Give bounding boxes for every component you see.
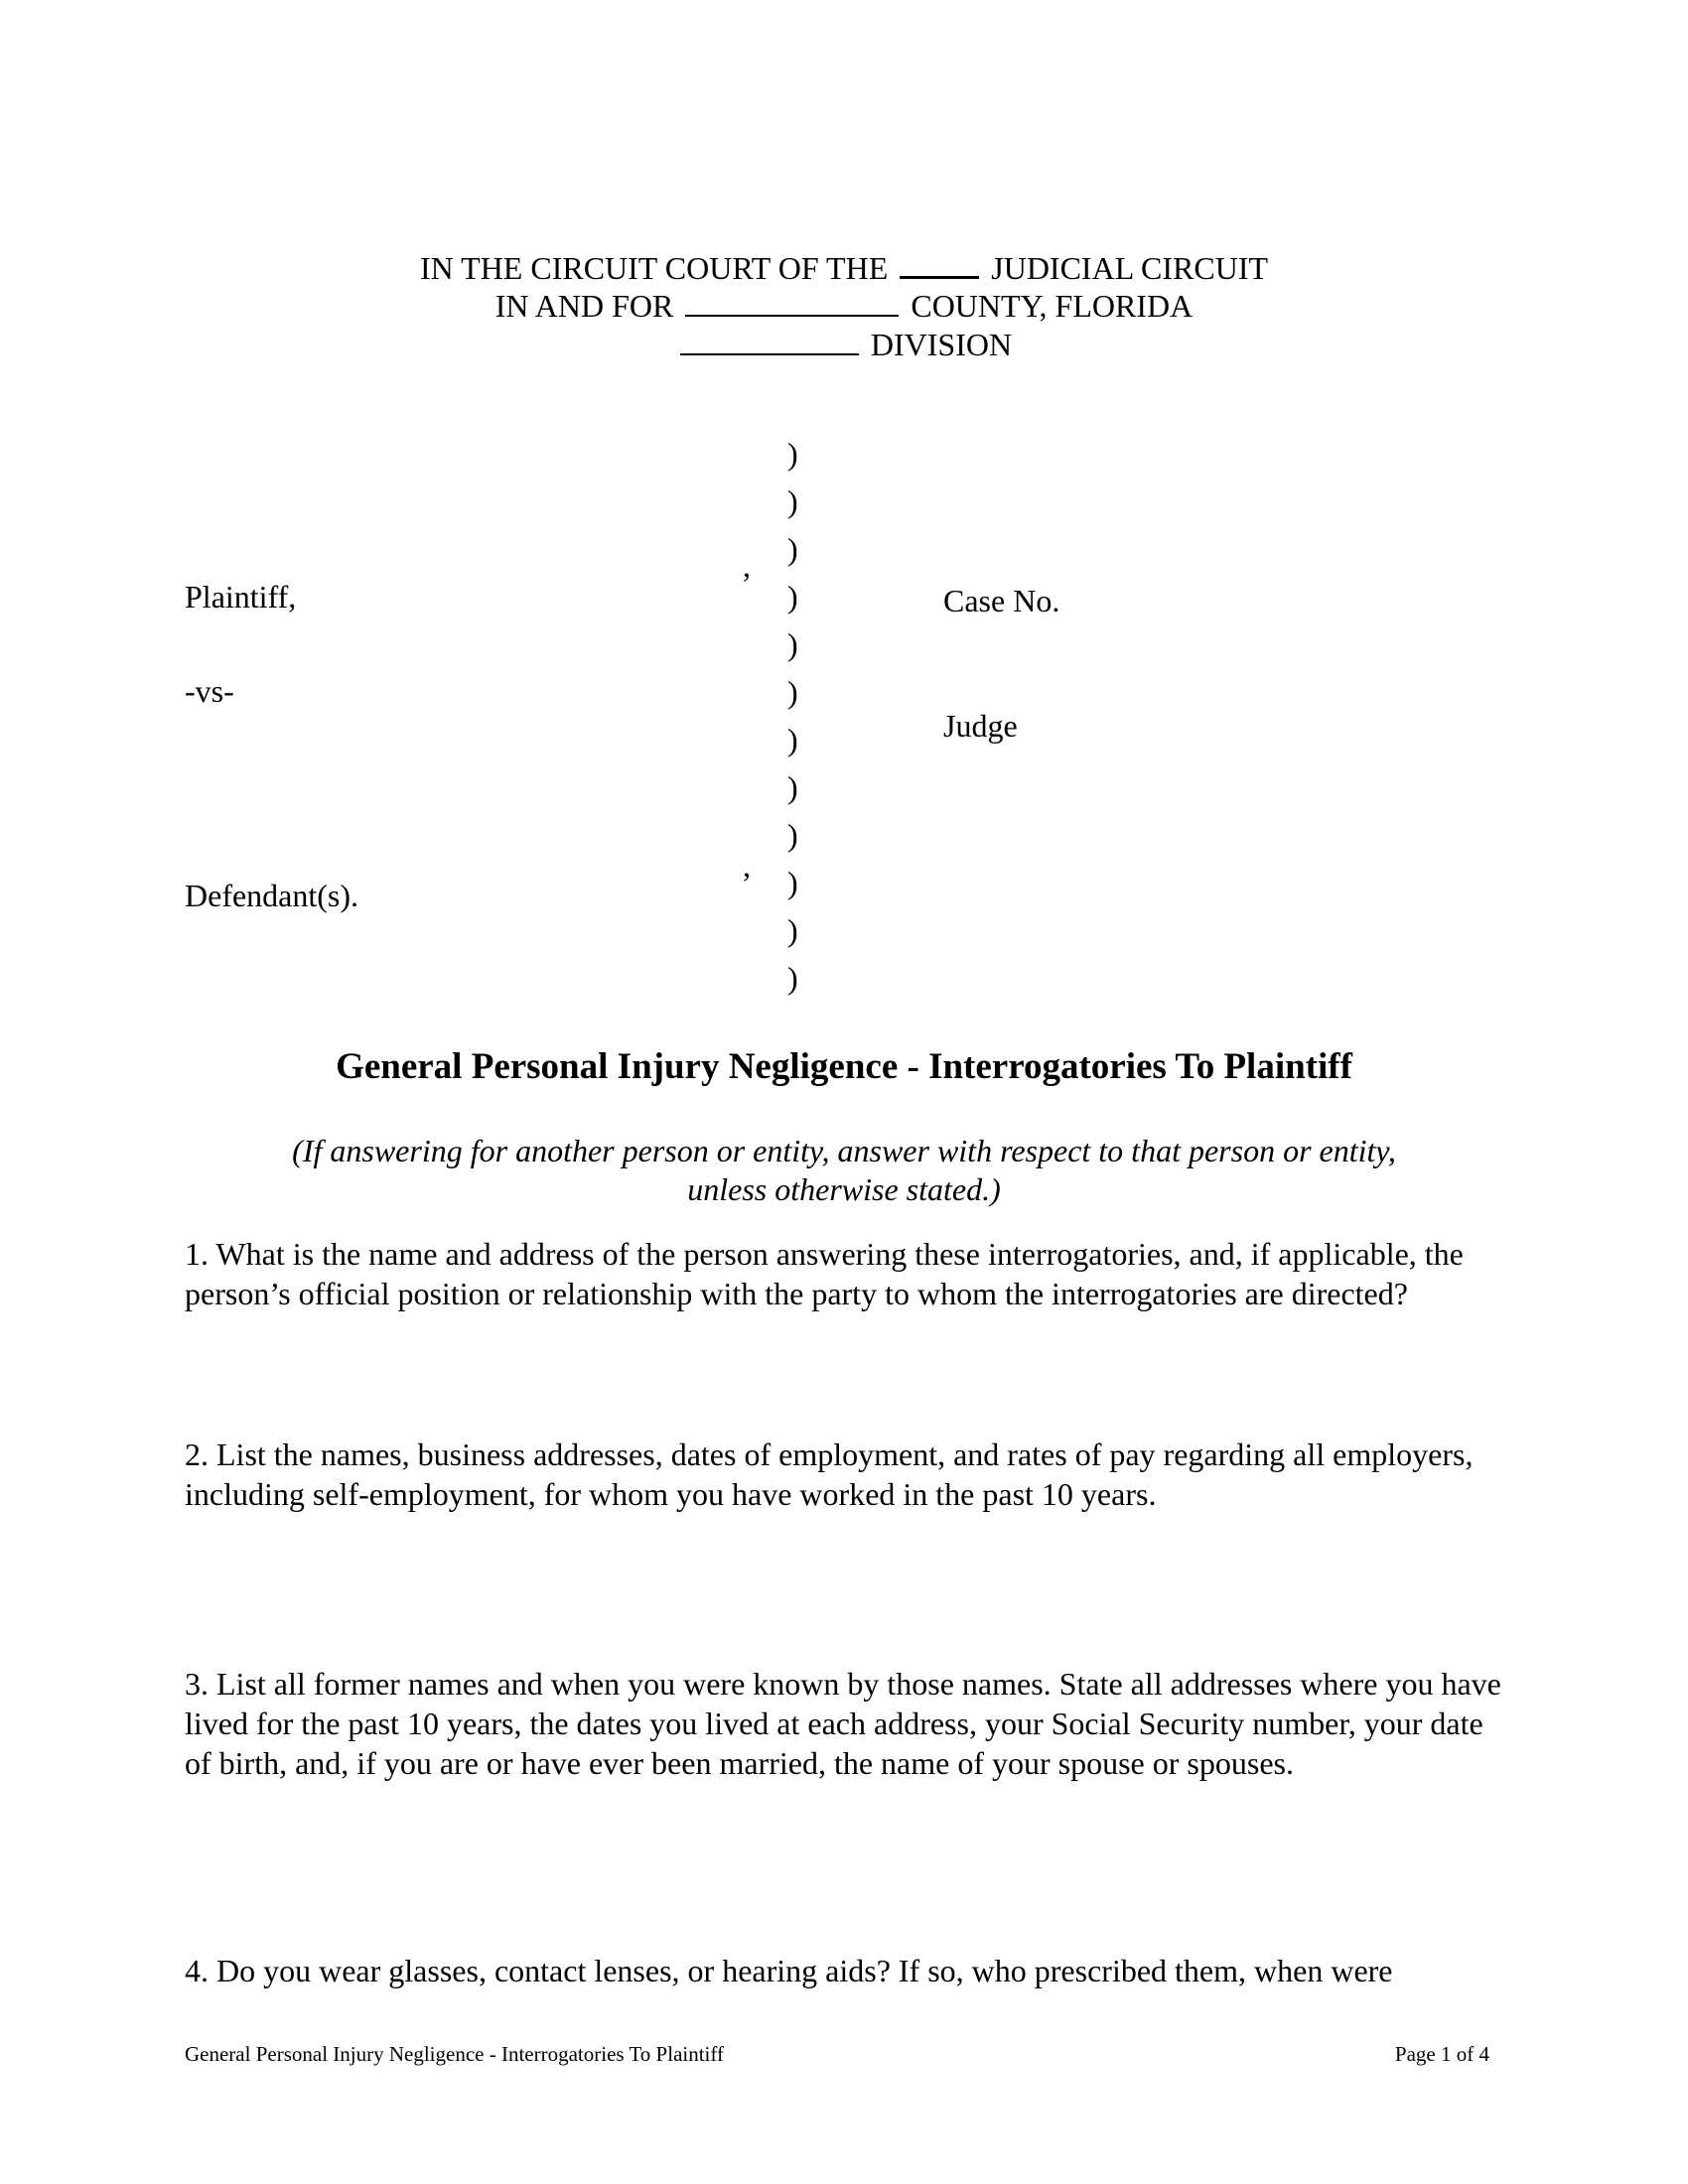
caption-line-2 <box>0 287 1688 325</box>
bracket-paren: ) <box>787 865 798 900</box>
bracket-paren: ) <box>787 674 798 710</box>
versus-label: -vs- <box>185 673 234 709</box>
caption-county-prefix: IN AND FOR <box>494 288 674 324</box>
bracket-paren: ) <box>787 769 798 805</box>
instruction-text <box>0 1132 1688 1209</box>
bracket-paren: ) <box>787 531 798 567</box>
division-blank <box>680 326 859 355</box>
interrogatory-2: 2. List the names, business addresses, dates of employment, and rates of pay regarding all employers, including self-employment, for whom you have worked in the past 10 years. <box>185 1436 1474 1512</box>
caption-bracket <box>787 430 817 1002</box>
bracket-paren: ) <box>787 579 798 614</box>
bracket-paren: ) <box>787 960 798 996</box>
interrogatory-1: 1. What is the name and address of the person answering these interrogatories, and, if applicable, the person’s official position or relationship with the party to whom the interrogatories are directed? <box>185 1236 1464 1311</box>
case-number-label: Case No. <box>943 583 1060 618</box>
bracket-paren: ) <box>787 626 798 662</box>
caption-line-1 <box>0 248 1688 287</box>
footer-title: General Personal Injury Negligence - Interrogatories To Plaintiff <box>185 2042 724 2066</box>
plaintiff-comma: , <box>743 548 751 584</box>
defendant-label: Defendant(s). <box>185 878 359 913</box>
judge-label: Judge <box>943 708 1018 744</box>
caption-division-text: DIVISION <box>870 327 1013 362</box>
bracket-paren: ) <box>787 436 798 472</box>
circuit-blank <box>900 248 979 279</box>
bracket-paren: ) <box>787 483 798 519</box>
instruction-line-1: (If answering for another person or entity, answer with respect to that person or entity, <box>292 1133 1396 1168</box>
bracket-paren: ) <box>787 912 798 948</box>
defendant-comma: , <box>743 848 751 884</box>
interrogatory-3: 3. List all former names and when you were known by those names. State all addresses where you have lived for the past 10 years, the dates you lived at each address, your Social Security number, your date of birth, and, if you are or have ever been married, the name of your spouse or spouses. <box>185 1666 1501 1781</box>
caption-county-suffix: COUNTY, FLORIDA <box>911 288 1194 324</box>
caption-circuit-text: JUDICIAL CIRCUIT <box>991 250 1269 286</box>
footer-page-number: Page 1 of 4 <box>1394 2042 1489 2066</box>
caption-court-text: IN THE CIRCUIT COURT OF THE <box>419 250 889 286</box>
bracket-paren: ) <box>787 817 798 853</box>
interrogatory-4: 4. Do you wear glasses, contact lenses, or hearing aids? If so, who prescribed them, when were <box>185 1953 1393 1988</box>
instruction-line-2: unless otherwise stated.) <box>687 1171 1001 1207</box>
caption-line-3 <box>0 326 1688 363</box>
bracket-paren: ) <box>787 722 798 757</box>
plaintiff-label: Plaintiff, <box>185 579 297 614</box>
county-blank <box>685 287 899 317</box>
document-title: General Personal Injury Negligence - Interrogatories To Plaintiff <box>336 1046 1352 1087</box>
